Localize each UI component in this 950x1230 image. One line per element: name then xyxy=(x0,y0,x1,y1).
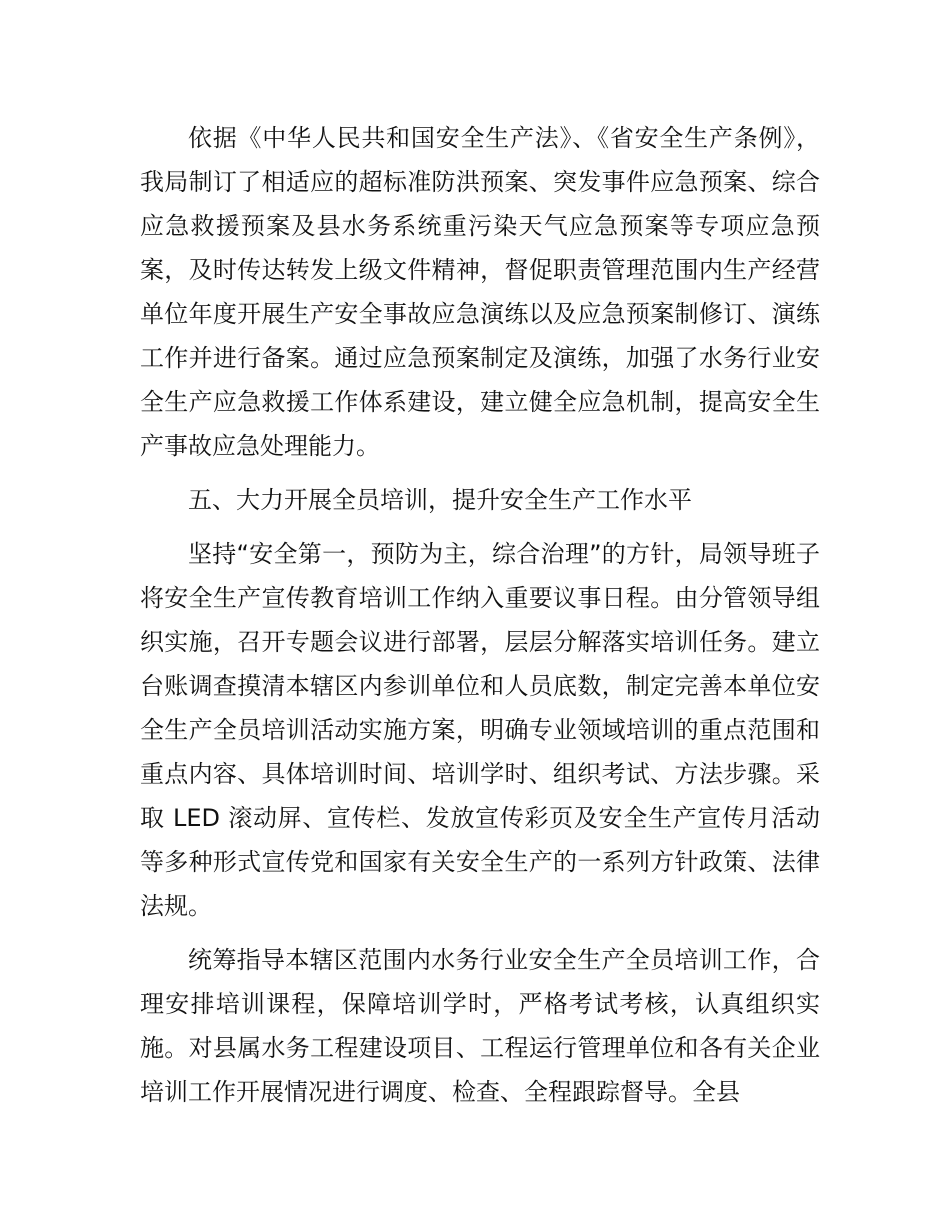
paragraph-training-coordination: 统筹指导本辖区范围内水务行业安全生产全员培训工作，合理安排培训课程，保障培训学时，严格考试考核，认真组织实施。对县属水务工程建设项目、工程运行管理单位和各有关企业培训工作开展情况进行调度、检查、全程跟踪督导。全县 xyxy=(140,946,820,1106)
section-heading-training: 五、大力开展全员培训，提升安全生产工作水平 xyxy=(188,486,692,514)
paragraph-safety-policy: 坚持“安全第一，预防为主，综合治理”的方针，局领导班子将安全生产宣传教育培训工作纳入重要议事日程。由分管领导组织实施，召开专题会议进行部署，层层分解落实培训任务。建立台账调查摸清本辖区内参训单位和人员底数，制定完善本单位安全生产全员培训活动实施方案，明确专业领域培训的重点范围和重点内容、具体培训时间、培训学时、组织考试、方法步骤。采取 LED 滚动屏、宣传栏、发放宣传彩页及安全生产宣传月活动等多种形式宣传党和国家有关安全生产的一系列方针政策、法律法规。 xyxy=(140,540,820,920)
document-body xyxy=(140,116,820,1114)
paragraph-emergency-plans: 依据《中华人民共和国安全生产法》、《省安全生产条例》，我局制订了相适应的超标准防洪预案、突发事件应急预案、综合应急救援预案及县水务系统重污染天气应急预案等专项应急预案，及时传达转发上级文件精神，督促职责管理范围内生产经营单位年度开展生产安全事故应急演练以及应急预案制修订、演练工作并进行备案。通过应急预案制定及演练，加强了水务行业安全生产应急救援工作体系建设，建立健全应急机制，提高安全生产事故应急处理能力。 xyxy=(140,124,820,460)
